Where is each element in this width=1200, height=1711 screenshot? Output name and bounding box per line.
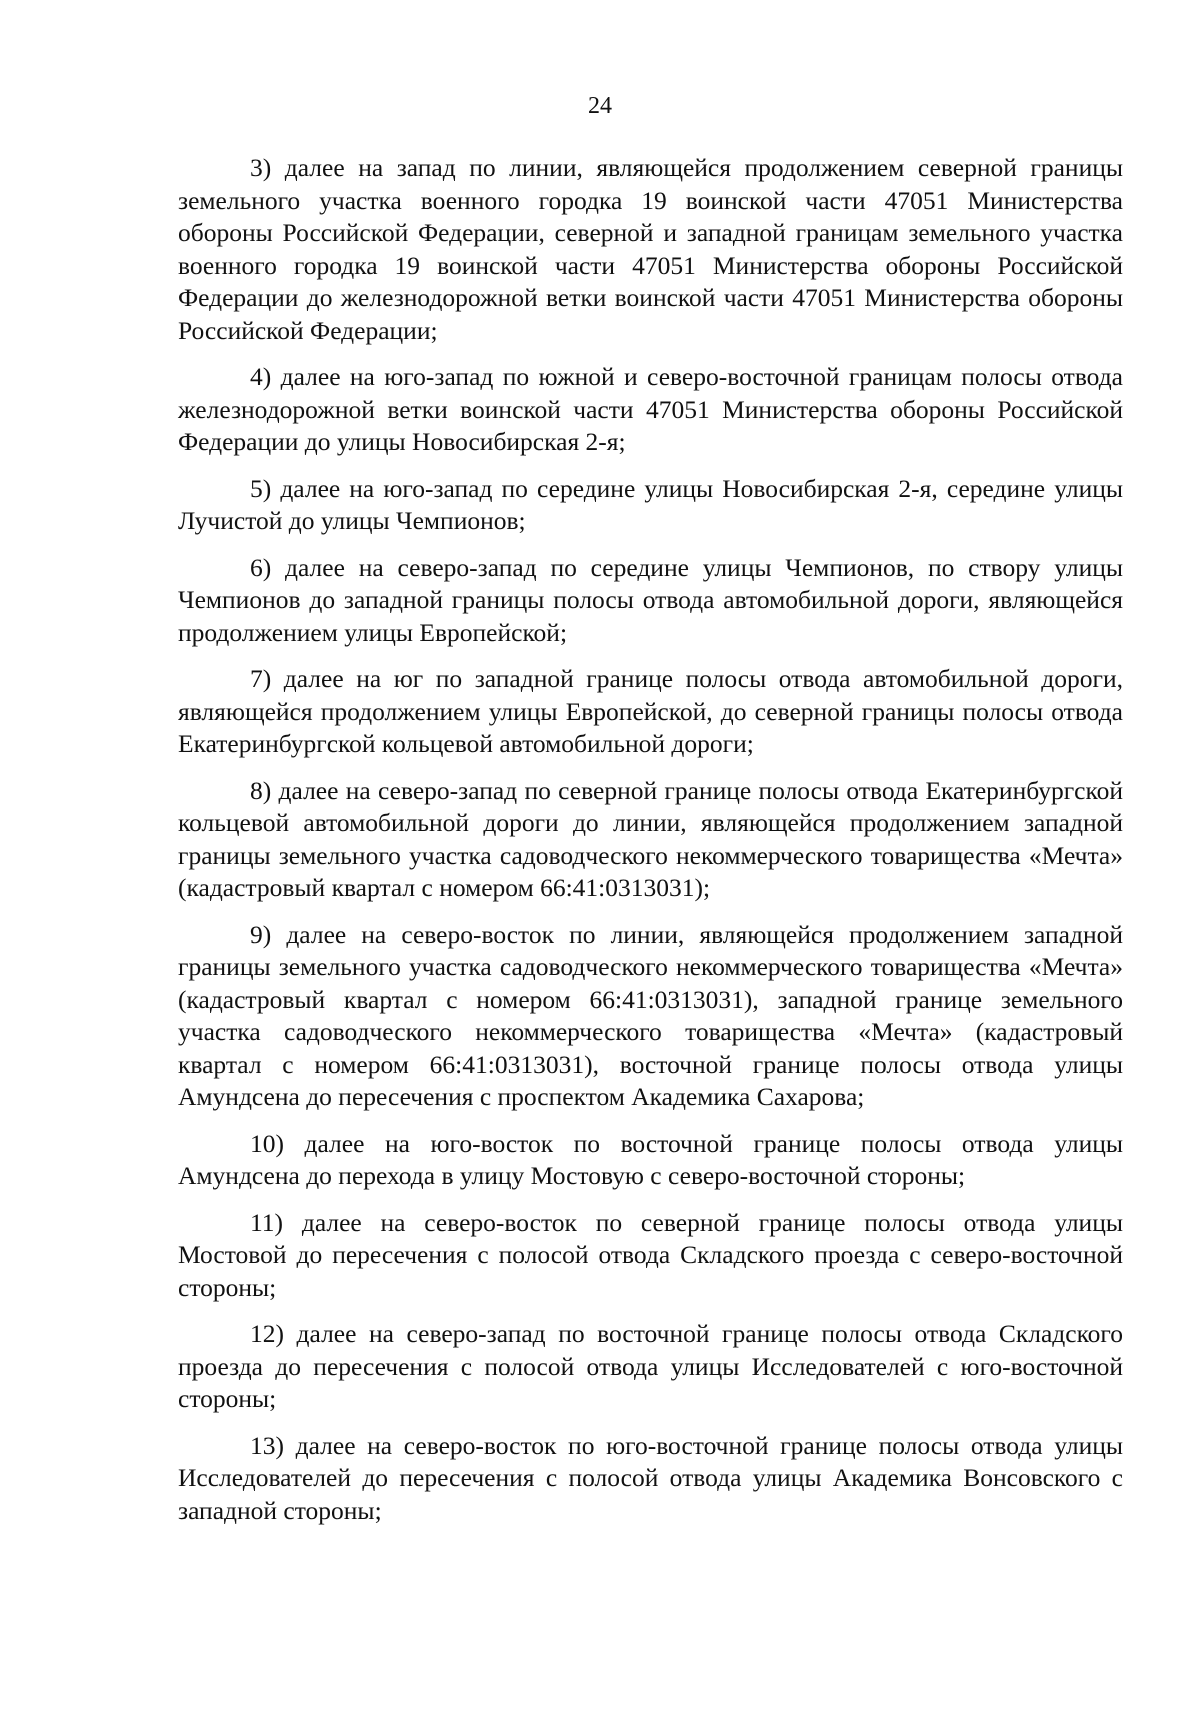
paragraph-7: 7) далее на юг по западной границе полосы отвода автомобильной дороги, являющейся продолжением улицы Европейской, до северной границы полосы отвода Екатеринбургской кольцевой автомобильной дороги; <box>178 664 1123 758</box>
document-body <box>178 152 1123 1541</box>
page-number: 24 <box>588 93 612 119</box>
paragraph-9: 9) далее на северо-восток по линии, являющейся продолжением западной границы земельного участка садоводческого некоммерческого товарищества «Мечта» (кадастровый квартал с номером 66:41:0313031), западной границе земельного участка садоводческого некоммерческого товарищества «Мечта» (кадастровый квартал с номером 66:41:0313031), восточной границе полосы отвода улицы Амундсена до пересечения с проспектом Академика Сахарова; <box>178 919 1123 1111</box>
paragraph-5: 5) далее на юго-запад по середине улицы Новосибирская 2-я, середине улицы Лучистой до улицы Чемпионов; <box>178 473 1123 535</box>
paragraph-3: 3) далее на запад по линии, являющейся продолжением северной границы земельного участка военного городка 19 воинской части 47051 Министерства обороны Российской Федерации, северной и западной границам земельного участка военного городка 19 воинской части 47051 Министерства обороны Российской Федерации до железнодорожной ветки воинской части 47051 Министерства обороны Российской Федерации; <box>178 153 1123 345</box>
paragraph-10: 10) далее на юго-восток по восточной границе полосы отвода улицы Амундсена до перехода в улицу Мостовую с северо-восточной стороны; <box>178 1128 1123 1190</box>
paragraph-13: 13) далее на северо-восток по юго-восточной границе полосы отвода улицы Исследователей до пересечения с полосой отвода улицы Академика Вонсовского с западной стороны; <box>178 1430 1123 1525</box>
paragraph-6: 6) далее на северо-запад по середине улицы Чемпионов, по створу улицы Чемпионов до западной границы полосы отвода автомобильной дороги, являющейся продолжением улицы Европейской; <box>178 552 1123 647</box>
paragraph-12: 12) далее на северо-запад по восточной границе полосы отвода Складского проезда до пересечения с полосой отвода улицы Исследователей с юго-восточной стороны; <box>178 1319 1123 1413</box>
paragraph-4: 4) далее на юго-запад по южной и северо-восточной границам полосы отвода железнодорожной ветки воинской части 47051 Министерства обороны Российской Федерации до улицы Новосибирская 2-я; <box>178 362 1123 456</box>
paragraph-11: 11) далее на северо-восток по северной границе полосы отвода улицы Мостовой до пересечения с полосой отвода Складского проезда с северо-восточной стороны; <box>178 1207 1123 1302</box>
paragraph-8: 8) далее на северо-запад по северной границе полосы отвода Екатеринбургской кольцевой автомобильной дороги до линии, являющейся продолжением западной границы земельного участка садоводческого некоммерческого товарищества «Мечта» (кадастровый квартал с номером 66:41:0313031); <box>178 775 1123 902</box>
